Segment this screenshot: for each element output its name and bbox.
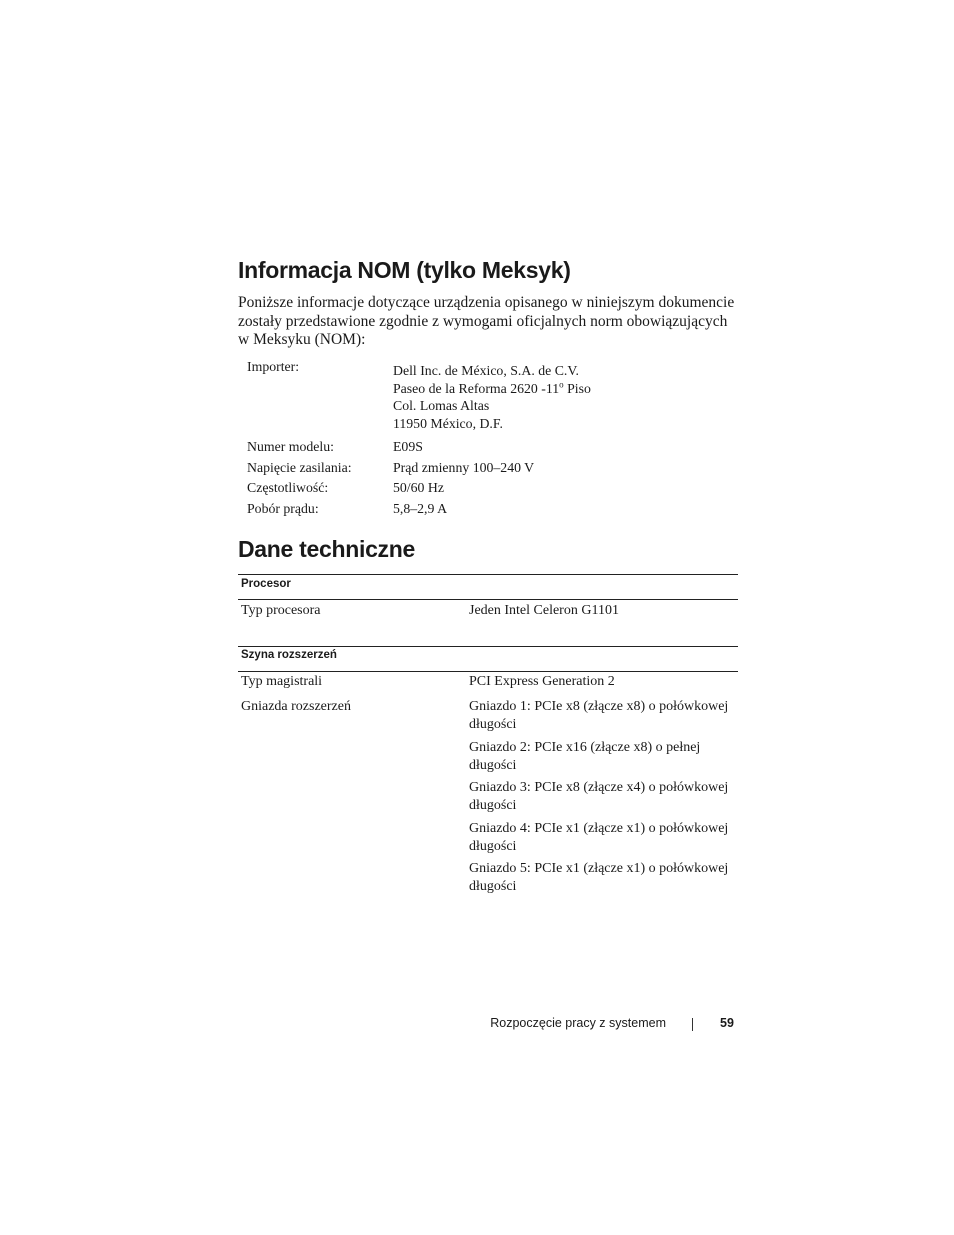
table-rule bbox=[238, 599, 738, 600]
spec-value: PCI Express Generation 2 bbox=[469, 674, 615, 689]
nom-row-current bbox=[247, 500, 737, 518]
nom-value: Prąd zmienny 100–240 V bbox=[393, 459, 535, 475]
nom-value: 50/60 Hz bbox=[393, 480, 444, 495]
nom-label: Pobór prądu: bbox=[247, 500, 319, 516]
importer-line-3: Col. Lomas Altas bbox=[393, 398, 490, 413]
nom-info-table bbox=[247, 358, 737, 517]
table-rule bbox=[238, 671, 738, 672]
nom-value: E09S bbox=[393, 439, 423, 454]
nom-row-voltage bbox=[247, 459, 737, 477]
importer-line-4: 11950 México, D.F. bbox=[393, 415, 503, 431]
spec-value: Jeden Intel Celeron G1101 bbox=[469, 603, 619, 618]
table-rule bbox=[238, 646, 738, 647]
nom-row-frequency bbox=[247, 479, 737, 497]
nom-row-model bbox=[247, 438, 737, 456]
table-rule-top bbox=[238, 574, 738, 575]
nom-label: Numer modelu: bbox=[247, 439, 334, 454]
importer-line-2: Paseo de la Reforma 2620 -11$^o$ Piso bbox=[393, 378, 591, 396]
bus-heading: Szyna rozszerzeń bbox=[241, 649, 337, 661]
nom-label: Częstotliwość: bbox=[247, 480, 329, 495]
nom-intro-paragraph: Poniższe informacje dotyczące urządzenia opisanego w niniejszym dokumencie zostały przedstawione zgodnie z wymogami oficjalnych norm obowiązujących w Meksyku (NOM): bbox=[238, 294, 735, 348]
nom-value-importer bbox=[393, 358, 737, 432]
tech-section-title: Dane techniczne bbox=[238, 536, 415, 562]
nom-label-importer: Importer: bbox=[247, 359, 300, 374]
page-number: 59 bbox=[720, 1016, 734, 1030]
nom-value: 5,8–2,9 A bbox=[393, 500, 448, 516]
spec-label: Typ procesora bbox=[241, 603, 321, 618]
spec-label: Gniazda rozszerzeń bbox=[241, 699, 351, 714]
footer-chapter-title: Rozpoczęcie pracy z systemem bbox=[490, 1016, 666, 1030]
processor-heading: Procesor bbox=[241, 578, 291, 590]
nom-label: Napięcie zasilania: bbox=[247, 459, 352, 475]
nom-section-title: Informacja NOM (tylko Meksyk) bbox=[238, 257, 571, 283]
spec-label: Typ magistrali bbox=[241, 674, 323, 689]
nom-row-importer bbox=[247, 358, 737, 432]
importer-line-1: Dell Inc. de México, S.A. de C.V. bbox=[393, 363, 579, 378]
footer-separator bbox=[692, 1018, 693, 1031]
